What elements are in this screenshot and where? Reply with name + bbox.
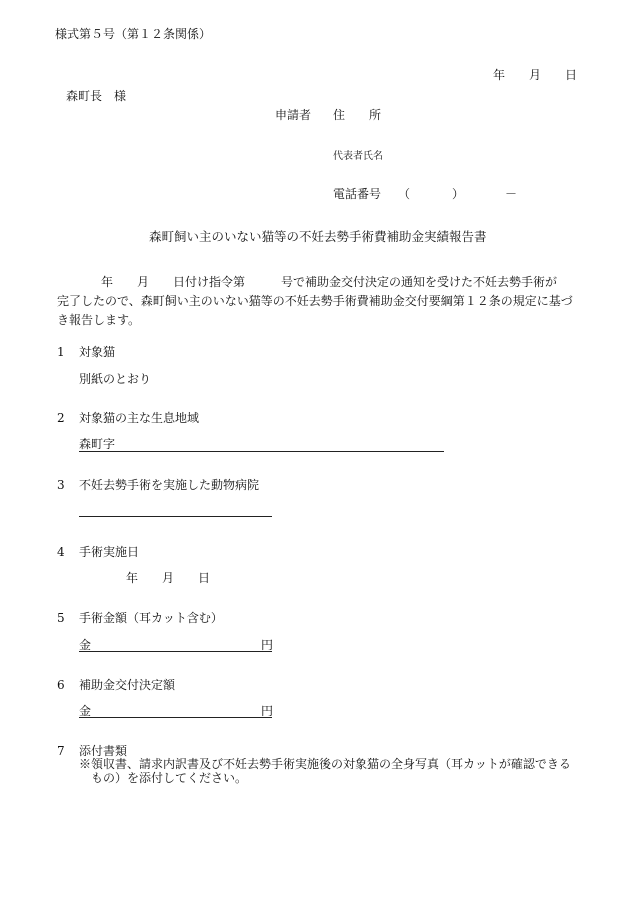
item-7-note-line-2: もの）を添付してください。 (91, 771, 248, 785)
item-5-label: 手術金額（耳カット含む） (79, 611, 223, 625)
item-6-number: 6 (57, 678, 65, 692)
item-2-underline (79, 451, 444, 452)
addressee: 森町長 様 (66, 89, 127, 103)
item-6-suffix: 円 (261, 704, 274, 718)
item-7-note-line-1: ※領収書、請求内訳書及び不妊去勢手術実施後の対象猫の全身写真（耳カットが確認できる (79, 757, 571, 771)
item-7-number: 7 (57, 744, 65, 758)
item-5-number: 5 (57, 611, 65, 625)
applicant-label: 申請者 (275, 108, 312, 122)
phone-open-paren: （ (398, 187, 411, 201)
item-5-suffix: 円 (261, 638, 274, 652)
item-1-number: 1 (57, 345, 65, 359)
item-4-label: 手術実施日 (79, 545, 140, 559)
item-3-number: 3 (57, 478, 65, 492)
item-2-number: 2 (57, 411, 65, 425)
phone-close-paren: ） (452, 187, 465, 201)
item-5-underline (79, 651, 272, 652)
item-3-underline (79, 516, 272, 517)
item-5-prefix: 金 (79, 638, 92, 652)
phone-label: 電話番号 (333, 187, 382, 201)
form-number: 様式第５号（第１２条関係） (55, 27, 212, 41)
item-6-underline (79, 717, 272, 718)
body-line-2: 完了したので、森町飼い主のいない猫等の不妊去勢手術費補助金交付要綱第１２条の規定に基づ (57, 294, 573, 308)
item-3-label: 不妊去勢手術を実施した動物病院 (79, 478, 260, 492)
item-2-prefix: 森町字 (79, 437, 116, 451)
body-line-3: き報告します。 (57, 313, 141, 327)
item-6-prefix: 金 (79, 704, 92, 718)
item-7-label: 添付書類 (79, 744, 128, 758)
item-1-label: 対象猫 (79, 345, 116, 359)
item-4-date: 年 月 日 (126, 571, 211, 585)
phone-dash: － (505, 187, 518, 201)
rep-name-label: 代表者氏名 (333, 151, 383, 162)
address-label: 住 所 (333, 108, 382, 122)
date-line: 年 月 日 (493, 68, 578, 82)
item-6-label: 補助金交付決定額 (79, 678, 176, 692)
item-2-label: 対象猫の主な生息地域 (79, 411, 200, 425)
item-1-value: 別紙のとおり (79, 372, 152, 386)
item-4-number: 4 (57, 545, 65, 559)
document-title: 森町飼い主のいない猫等の不妊去勢手術費補助金実績報告書 (149, 229, 487, 244)
body-line-1: 年 月 日付け指令第 号で補助金交付決定の通知を受けた不妊去勢手術が (101, 275, 558, 289)
